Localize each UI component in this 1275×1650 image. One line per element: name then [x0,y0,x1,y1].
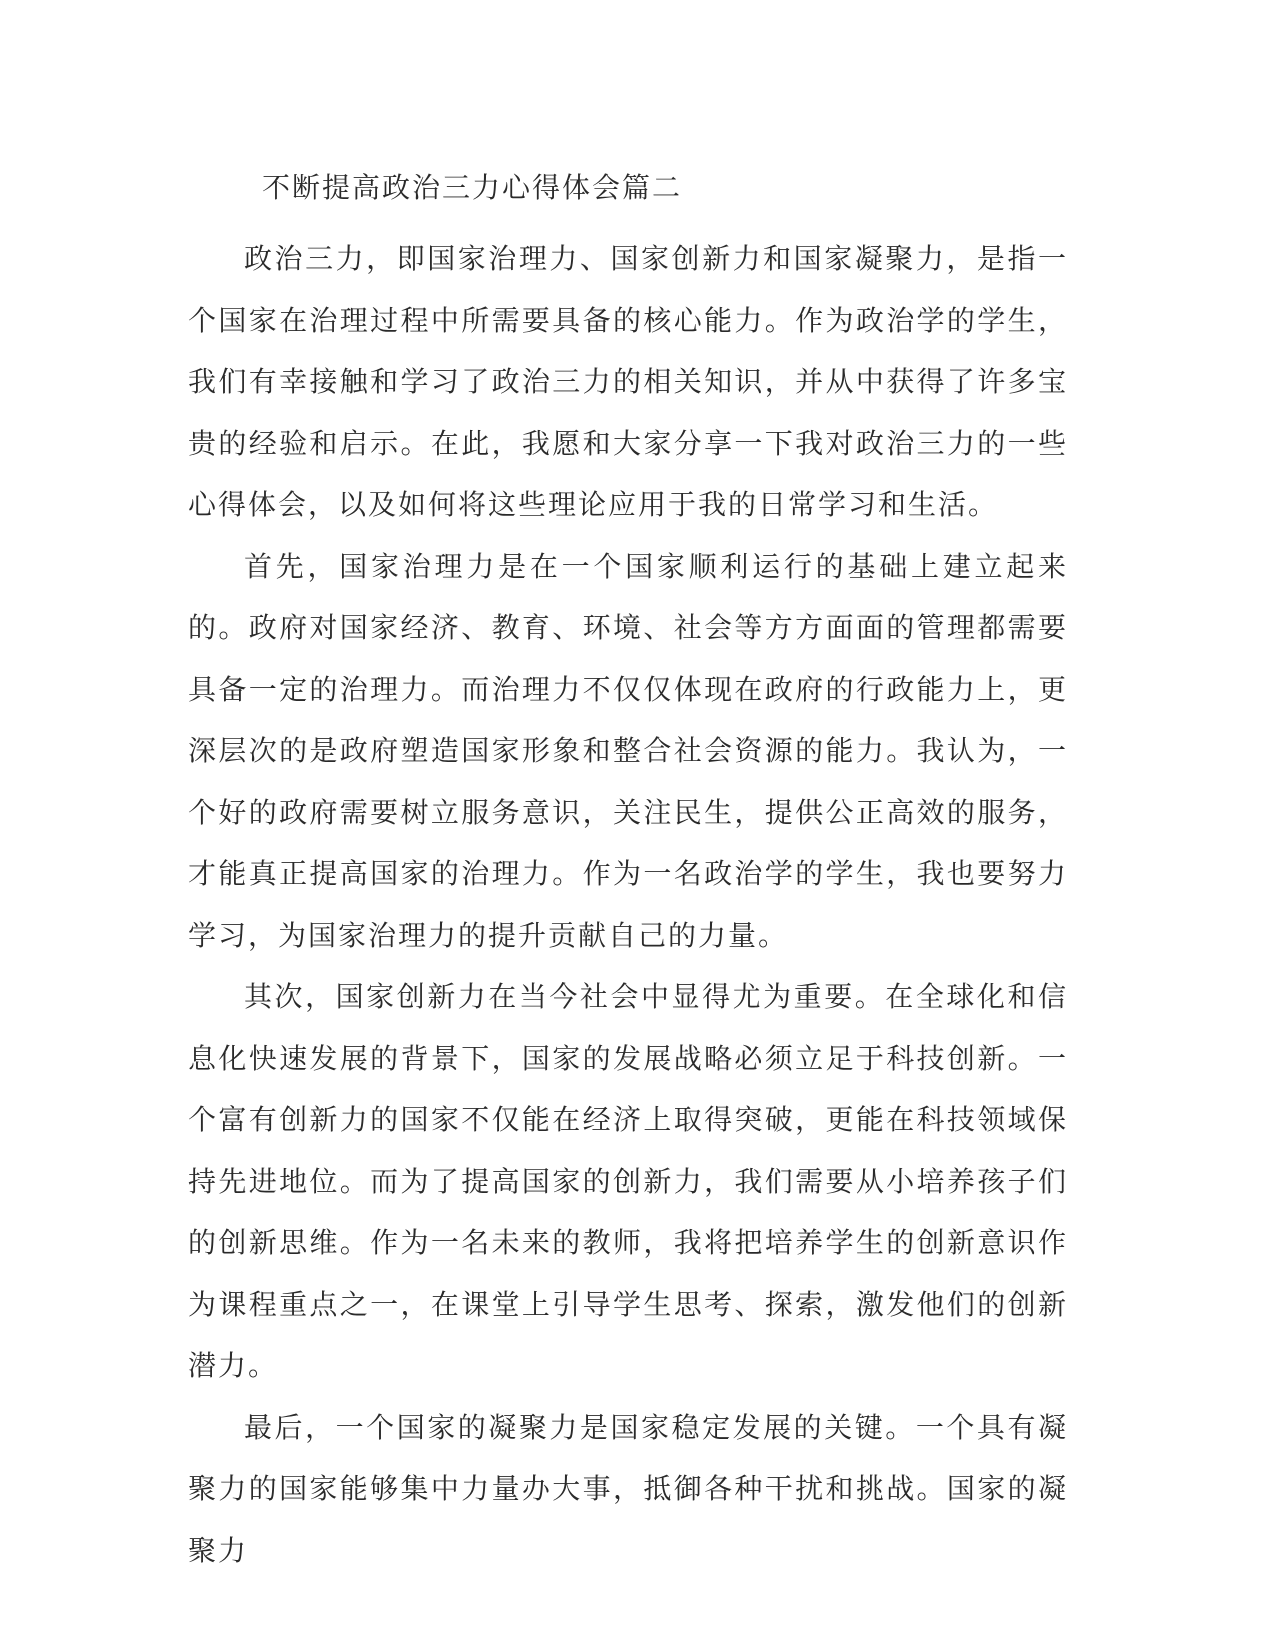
paragraph-intro: 政治三力，即国家治理力、国家创新力和国家凝聚力，是指一个国家在治理过程中所需要具备的核心能力。作为政治学的学生，我们有幸接触和学习了政治三力的相关知识，并从中获得了许多宝贵的经验和启示。在此，我愿和大家分享一下我对政治三力的一些心得体会，以及如何将这些理论应用于我的日常学习和生活。 [188,242,1068,521]
paragraph-governance: 首先，国家治理力是在一个国家顺利运行的基础上建立起来的。政府对国家经济、教育、环境、社会等方方面面的管理都需要具备一定的治理力。而治理力不仅仅体现在政府的行政能力上，更深层次的是政府塑造国家形象和整合社会资源的能力。我认为，一个好的政府需要树立服务意识，关注民生，提供公正高效的服务，才能真正提高国家的治理力。作为一名政治学的学生，我也要努力学习，为国家治理力的提升贡献自己的力量。 [188,549,1068,952]
paragraph-cohesion: 最后，一个国家的凝聚力是国家稳定发展的关键。一个具有凝聚力的国家能够集中力量办大事，抵御各种干扰和挑战。国家的凝聚力 [188,1410,1068,1567]
document-body [188,228,1068,1581]
paragraph-innovation: 其次，国家创新力在当今社会中显得尤为重要。在全球化和信息化快速发展的背景下，国家的发展战略必须立足于科技创新。一个富有创新力的国家不仅能在经济上取得突破，更能在科技领域保持先进地位。而为了提高国家的创新力，我们需要从小培养孩子们的创新思维。作为一名未来的教师，我将把培养学生的创新意识作为课程重点之一，在课堂上引导学生思考、探索，激发他们的创新潜力。 [188,980,1068,1382]
document-title: 不断提高政治三力心得体会篇二 [262,171,683,204]
